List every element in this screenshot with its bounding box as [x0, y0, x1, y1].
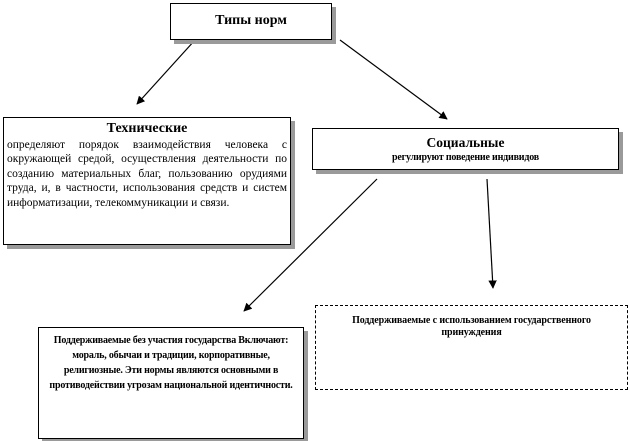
without-state-text: Поддерживаемые без участия государства Включают: мораль, обычаи и традиции, корпоративные, религиозные. Эти нормы являются основными в противодействии угрозам национальной идентичности. — [49, 335, 293, 391]
arrow-social-to-with-state — [487, 179, 493, 288]
social-norms-node — [312, 128, 619, 170]
technical-norms-description: определяют порядок взаимодействия человека с окружающей средой, осуществления деятельности по созданию материальных благ, пользованию орудиями труда, и, в частности, использования средств и систем информатизации, телекоммуникации и связи. — [7, 139, 287, 209]
arrow-root-to-technical — [137, 40, 195, 104]
with-state-node — [315, 305, 628, 390]
social-norms-subtitle: регулируют поведение индивидов — [392, 152, 539, 163]
without-state-node — [38, 327, 304, 439]
with-state-text: Поддерживаемые с использованием государственного принуждения — [352, 315, 591, 338]
social-norms-title: Социальные — [426, 135, 505, 150]
root-node-title: Типы норм — [215, 13, 287, 28]
technical-norms-title: Технические — [106, 121, 188, 136]
root-node-norm-types — [170, 3, 332, 40]
arrow-root-to-social — [340, 40, 447, 119]
technical-norms-node — [3, 117, 291, 245]
